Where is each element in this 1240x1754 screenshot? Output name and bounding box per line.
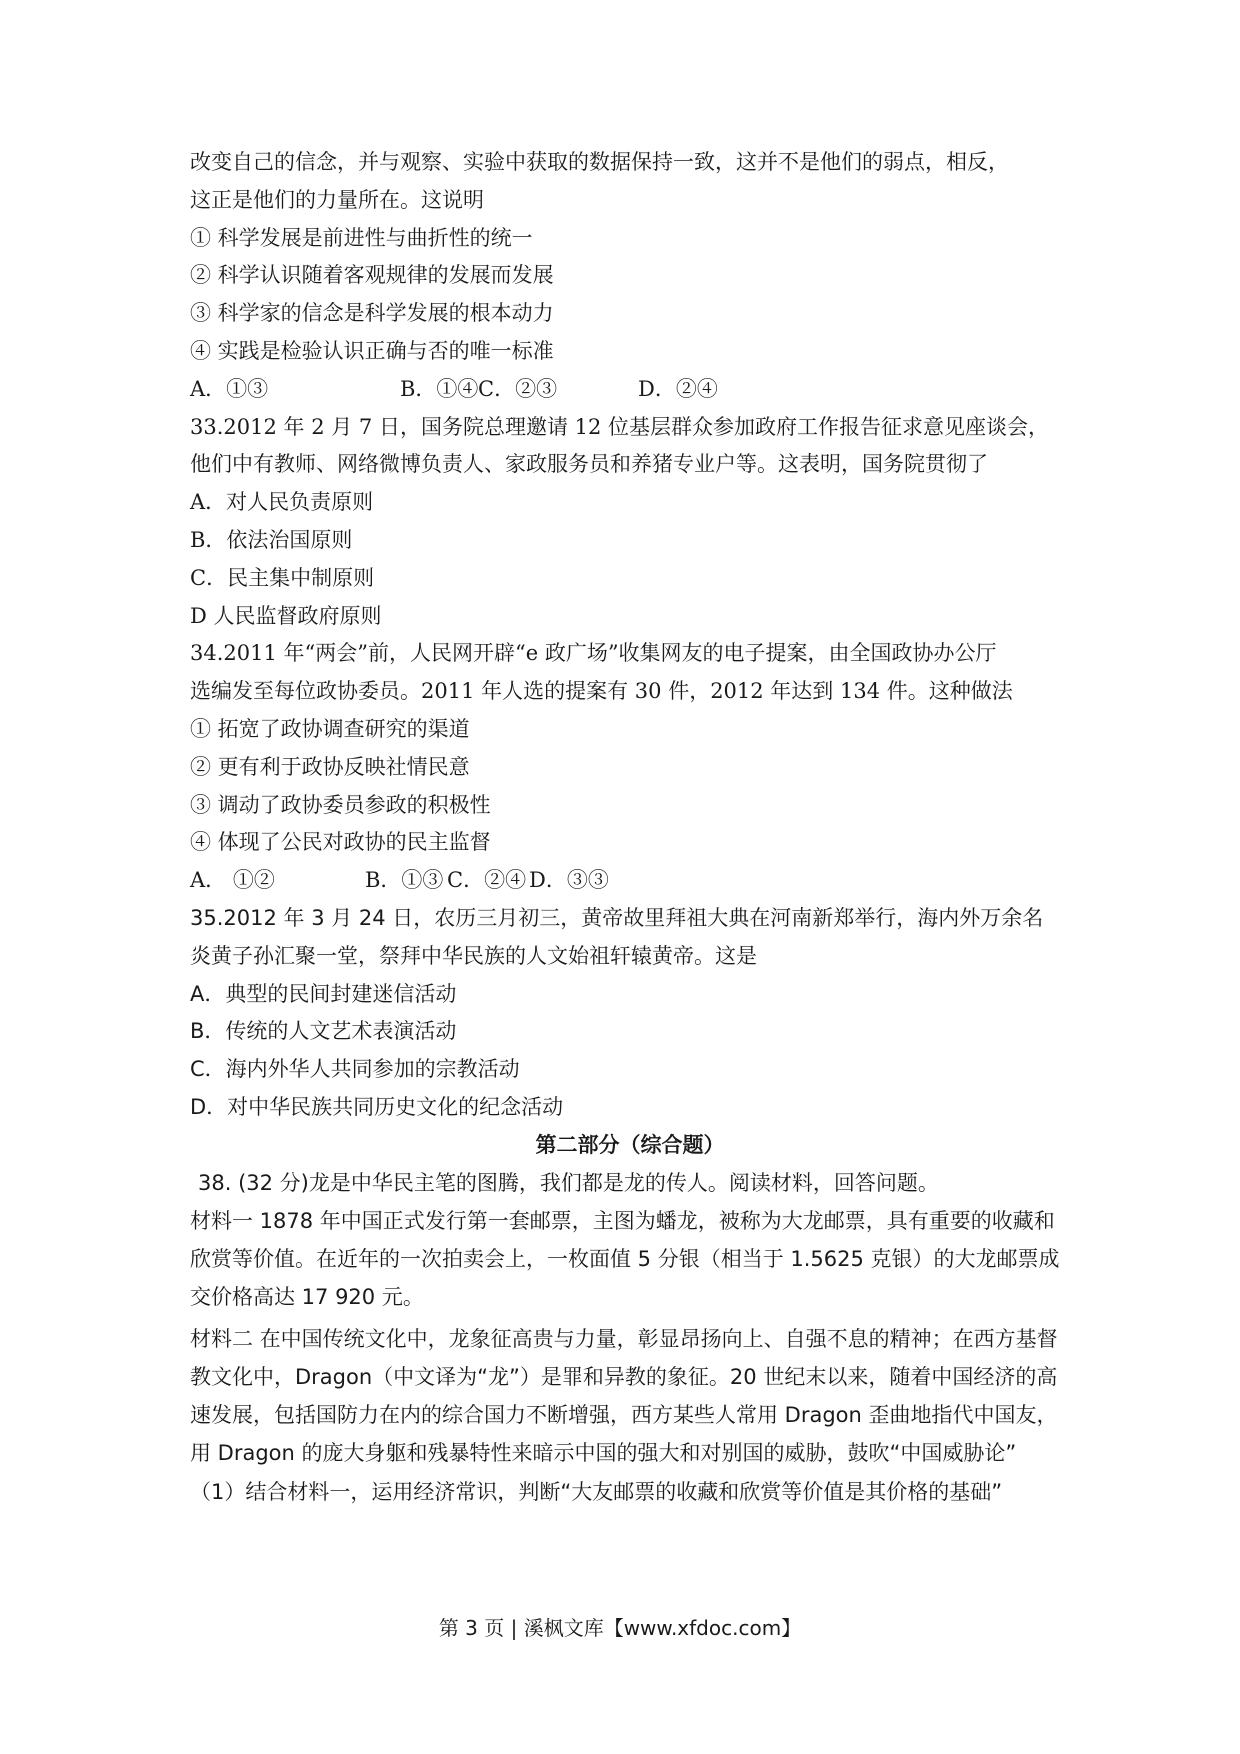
q32-item-3: ③ 科学家的信念是科学发展的根本动力 bbox=[190, 301, 554, 326]
q34-option-a: A． ①② bbox=[190, 868, 275, 893]
q32-options bbox=[190, 371, 1070, 409]
q34-stem-line-2: 选编发至每位政协委员。2011 年人选的提案有 30 件，2012 年达到 134 件。这种做法 bbox=[190, 679, 1013, 704]
q33-stem-line-2: 他们中有教师、网络微博负责人、家政服务员和养猪专业户等。这表明，国务院贯彻了 bbox=[190, 452, 988, 477]
material-1: 材料一 1878 年中国正式发行第一套邮票，主图为蟠龙，被称为大龙邮票，具有重要的收藏和欣赏等价值。在近年的一次拍卖会上，一枚面值 5 分银（相当于 1.5625 克银）的大龙邮票成交价格高达 17 920 元。 bbox=[190, 1209, 1060, 1310]
q32-option-d: D．②④ bbox=[638, 376, 718, 401]
q35-stem-line-1: 35.2012 年 3 月 24 日，农历三月初三，黄帝故里拜祖大典在河南新郑举行，海内外万余名 bbox=[190, 905, 1044, 930]
q32-option-a: A．①③ bbox=[190, 376, 269, 401]
q32-stem-line-2: 这正是他们的力量所在。这说明 bbox=[190, 187, 484, 212]
q34-option-b: B．①③ bbox=[365, 868, 444, 893]
q32-item-1: ① 科学发展是前进性与曲折性的统一 bbox=[190, 225, 533, 250]
q38-intro: 38. (32 分)龙是中华民主笔的图腾，我们都是龙的传人。阅读材料，回答问题。 bbox=[198, 1170, 939, 1195]
q33-stem-line-1: 33.2012 年 2 月 7 日，国务院总理邀请 12 位基层群众参加政府工作报告征求意见座谈会， bbox=[190, 414, 1050, 439]
material-2: 材料二 在中国传统文化中，龙象征高贵与力量，彰显昂扬向上、自强不息的精神；在西方基督教文化中，Dragon（中文译为“龙”）是罪和异教的象征。20 世纪末以来，随着中国经济的高速发展，包括国防力在内的综合国力不断增强，西方某些人常用 Dragon 歪曲地指代中国友，用 Dragon 的庞大身躯和残暴特性来暗示中国的强大和对别国的威胁，鼓吹“中国威胁论” bbox=[190, 1327, 1058, 1466]
q33-option-a: A．对人民负责原则 bbox=[190, 490, 374, 515]
q32-option-c: C．②③ bbox=[478, 376, 558, 401]
q32-option-b: B．①④ bbox=[400, 376, 479, 401]
q35-option-a: A．典型的民间封建迷信活动 bbox=[190, 981, 457, 1006]
part2-heading: 第二部分（综合题） bbox=[535, 1132, 725, 1157]
q32-stem-line-1: 改变自己的信念，并与观察、实验中获取的数据保持一致，这并不是他们的弱点，相反， bbox=[190, 150, 1009, 174]
q34-item-1: ① 拓宽了政协调查研究的渠道 bbox=[190, 716, 470, 741]
q34-options bbox=[190, 862, 1070, 900]
q35-option-b: B．传统的人文艺术表演活动 bbox=[190, 1019, 457, 1044]
q33-option-c: C．民主集中制原则 bbox=[190, 565, 375, 590]
q35-option-c: C．海内外华人共同参加的宗教活动 bbox=[190, 1057, 520, 1082]
page-content bbox=[190, 144, 1070, 1512]
q34-item-2: ② 更有利于政协反映社情民意 bbox=[190, 754, 470, 779]
q32-item-2: ② 科学认识随着客观规律的发展而发展 bbox=[190, 263, 554, 288]
q34-option-c: C．②④ bbox=[447, 868, 527, 893]
q33-option-d: D 人民监督政府原则 bbox=[190, 603, 382, 628]
q35-option-d: D．对中华民族共同历史文化的纪念活动 bbox=[190, 1094, 564, 1119]
q35-stem-line-2: 炎黄子孙汇聚一堂，祭拜中华民族的人文始祖轩辕黄帝。这是 bbox=[190, 943, 757, 968]
q34-stem-line-1: 34.2011 年“两会”前，人民网开辟“e 政广场”收集网友的电子提案，由全国政协办公厅 bbox=[190, 641, 997, 666]
q34-item-4: ④ 体现了公民对政协的民主监督 bbox=[190, 830, 491, 855]
q33-option-b: B．依法治国原则 bbox=[190, 527, 353, 552]
sub-question-1: （1）结合材料一，运用经济常识，判断“大友邮票的收藏和欣赏等价值是其价格的基础” bbox=[190, 1480, 1003, 1505]
q32-item-4: ④ 实践是检验认识正确与否的唯一标准 bbox=[190, 338, 554, 363]
q34-option-d: D．③③ bbox=[529, 868, 609, 893]
page-footer: 第 3 页 | 溪枫文库【www.xfdoc.com】 bbox=[438, 1616, 802, 1640]
q34-item-3: ③ 调动了政协委员参政的积极性 bbox=[190, 792, 491, 817]
